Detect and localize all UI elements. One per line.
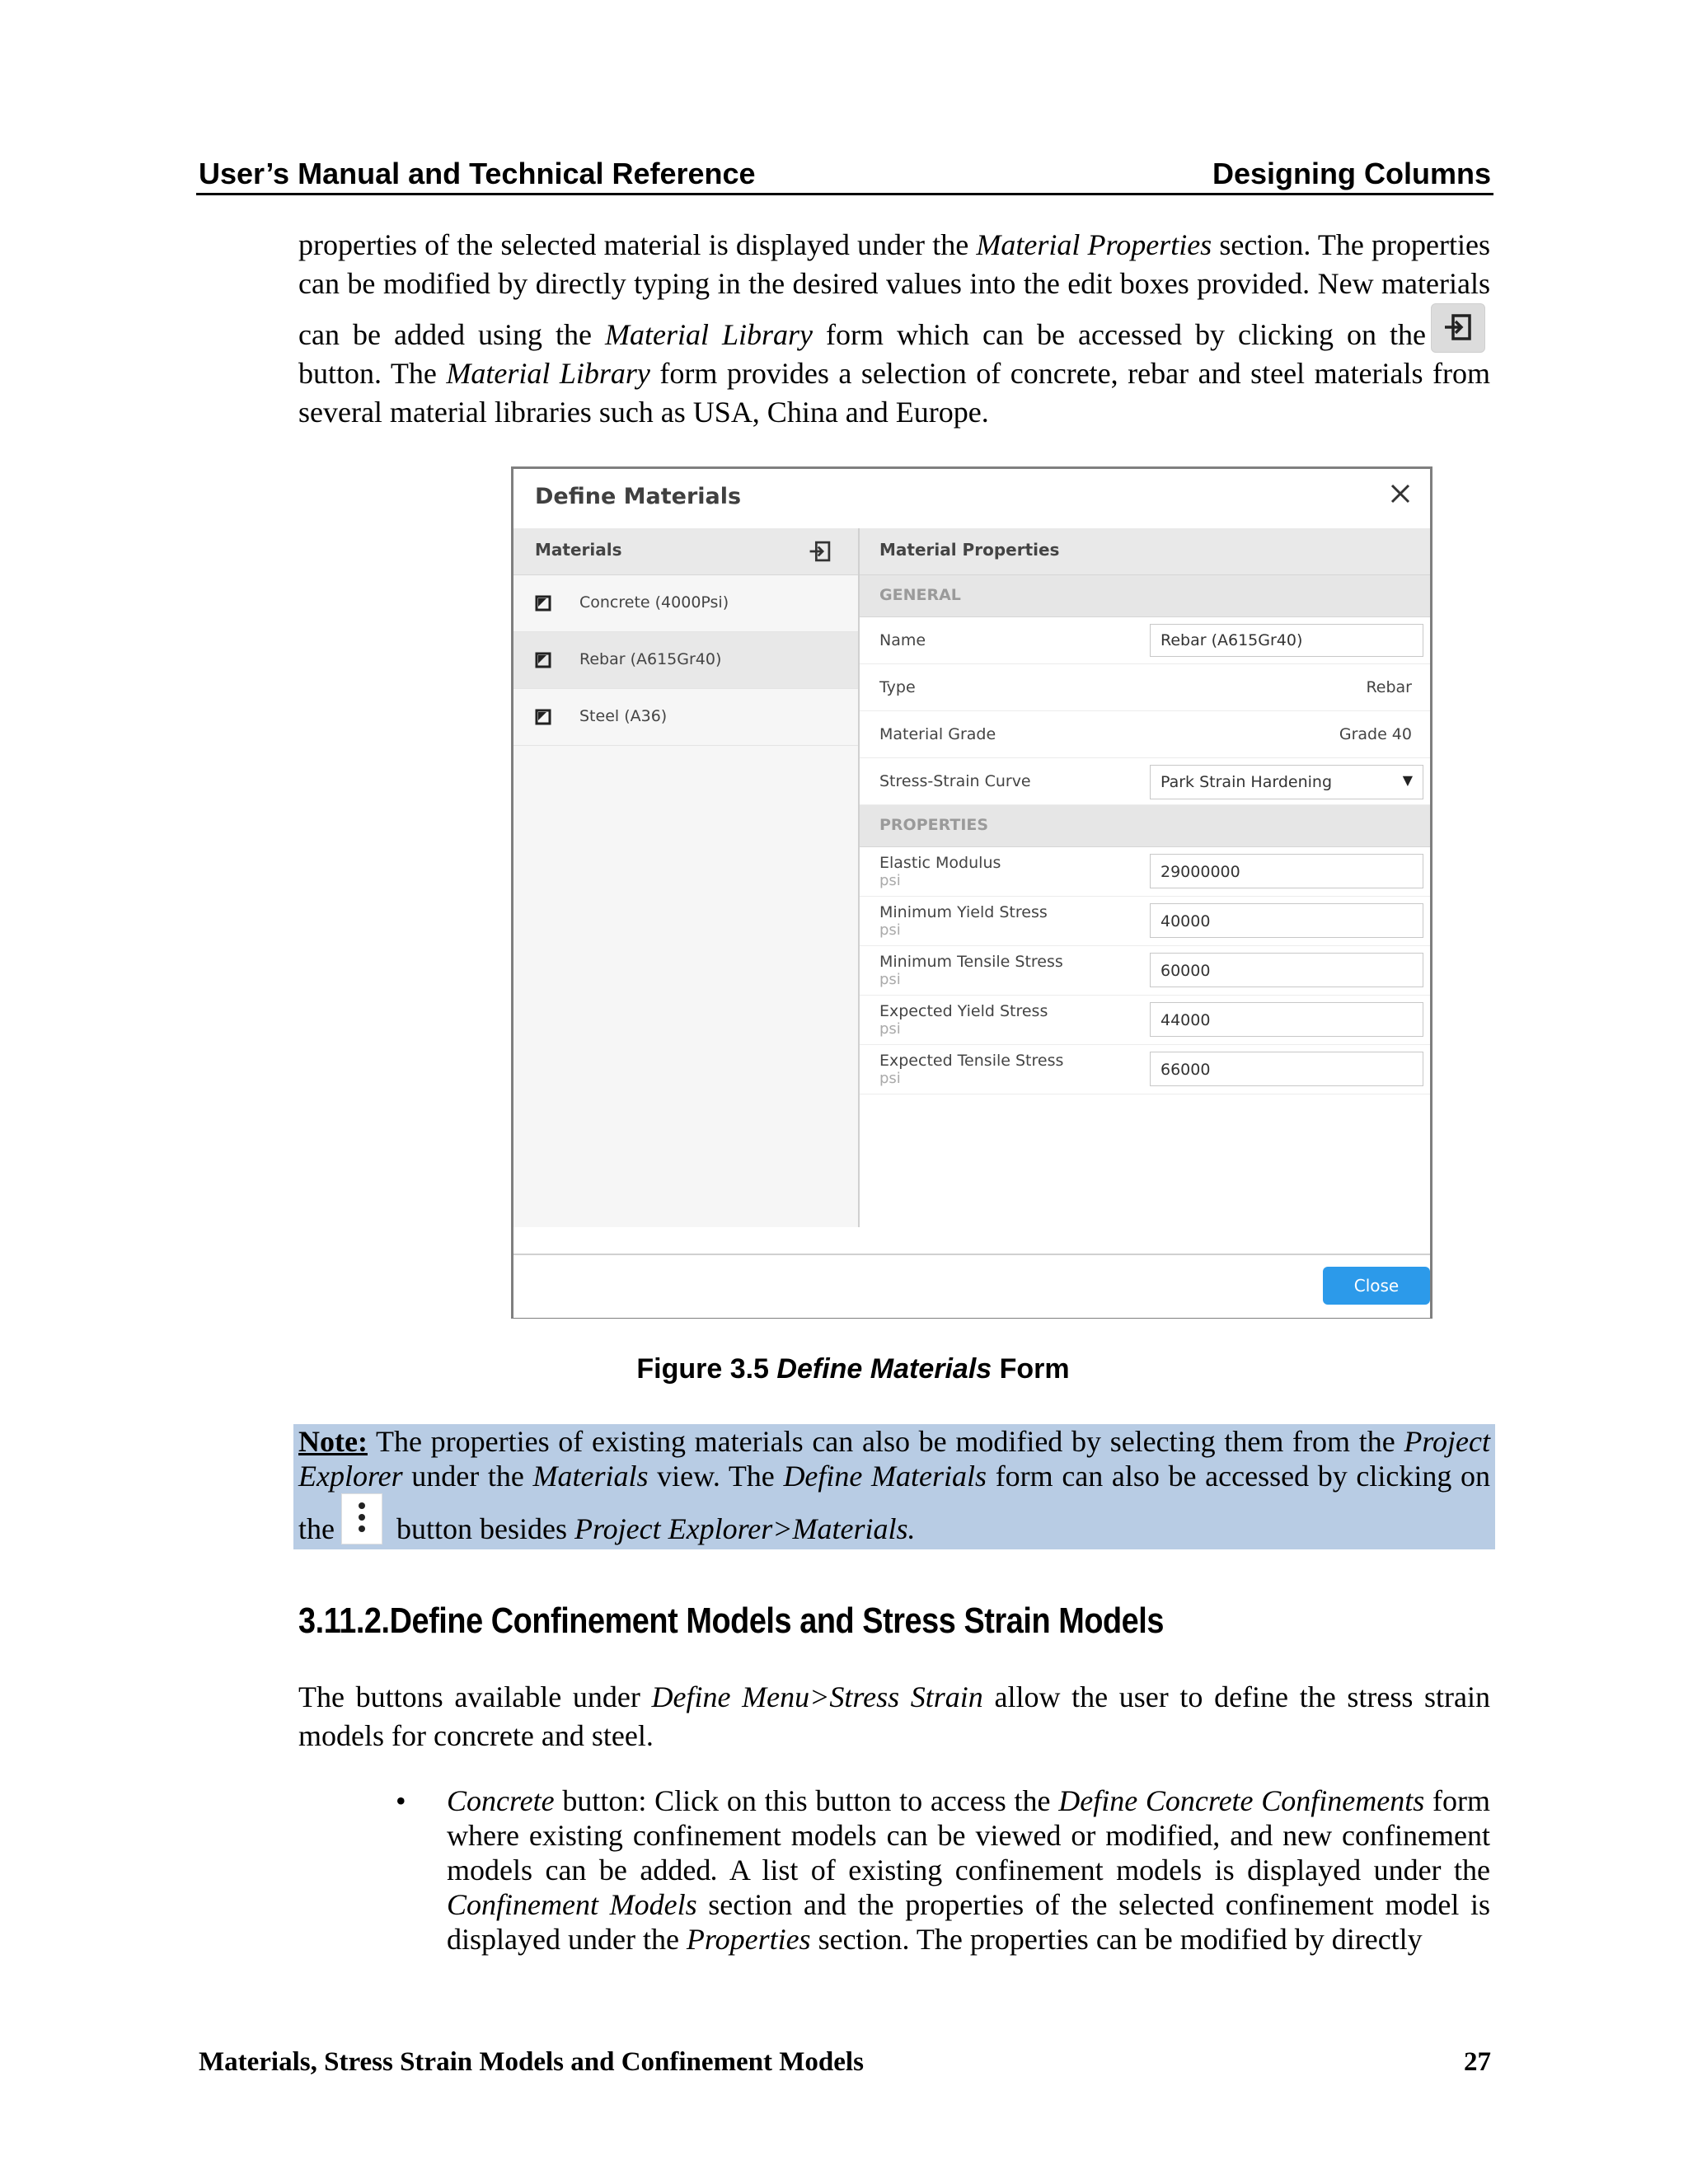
- close-icon[interactable]: [1386, 479, 1415, 509]
- general-section-label: GENERAL: [879, 586, 961, 604]
- dialog-title: Define Materials: [535, 484, 742, 509]
- property-input[interactable]: 44000: [1150, 1002, 1423, 1037]
- note-italic-2: Materials: [532, 1460, 649, 1493]
- material-library-button-image: [1431, 303, 1485, 353]
- caret-down-icon: ▼: [1402, 772, 1413, 788]
- properties-header-label: Material Properties: [879, 540, 1060, 560]
- bullet-italic-2: Define Concrete Confinements: [1058, 1784, 1425, 1817]
- property-row-expected-yield: [860, 996, 1430, 1045]
- property-row-min-yield: [860, 897, 1430, 946]
- note-italic-5: Project Explorer>Materials.: [574, 1512, 916, 1545]
- define-materials-dialog: [511, 466, 1432, 1319]
- material-library-icon[interactable]: [809, 540, 832, 566]
- bullet-text-3: A list of existing confinement models is displayed under the: [718, 1854, 1490, 1886]
- name-label: Name: [879, 631, 926, 649]
- intro-text-4: button. The: [298, 357, 447, 390]
- bullet-mark: •: [396, 1784, 406, 1817]
- material-icon: [535, 652, 551, 672]
- intro-text-1: properties of the selected material is displayed under the: [298, 228, 977, 261]
- properties-pane-header: [860, 528, 1430, 575]
- body2-italic-1: Define Menu>Stress Strain: [651, 1680, 983, 1713]
- caption-italic: Define Materials: [776, 1353, 992, 1385]
- type-row: [860, 664, 1430, 711]
- note-italic-3: Define Materials: [783, 1460, 987, 1493]
- name-input[interactable]: Rebar (A615Gr40): [1150, 624, 1423, 657]
- bullet-text-5: section. The properties can be modified by directly: [810, 1923, 1423, 1956]
- bullet-italic-1: Concrete: [447, 1784, 555, 1817]
- intro-text-5: form provides a selection of concrete, rebar and steel materials from several material libraries such as USA, China and Europe.: [298, 357, 1490, 429]
- property-label: Expected Tensile Stress: [879, 1052, 1064, 1070]
- curve-row: [860, 758, 1430, 805]
- property-row-min-tensile: [860, 946, 1430, 996]
- property-unit: psi: [879, 1020, 901, 1038]
- note-text-1: The properties of existing materials can also be modified by selecting them from the: [367, 1425, 1404, 1458]
- page-footer: [199, 2047, 1493, 2078]
- material-label: Concrete (4000Psi): [579, 593, 729, 612]
- intro-text-2: section. The properties can be modified by directly typing in the desired values into the edit boxes provided. New materials can be added using the: [298, 228, 1490, 351]
- intro-italic-1: Material Properties: [976, 228, 1212, 261]
- intro-paragraph: [298, 226, 1490, 432]
- materials-pane-header: [513, 528, 858, 575]
- property-label: Minimum Tensile Stress: [879, 953, 1063, 971]
- materials-pane: [513, 528, 860, 1227]
- import-icon: [1443, 312, 1473, 342]
- property-unit: psi: [879, 872, 901, 889]
- curve-label: Stress-Strain Curve: [879, 772, 1031, 790]
- property-input[interactable]: 66000: [1150, 1052, 1423, 1086]
- figure-caption: [0, 1353, 1688, 1385]
- property-label: Minimum Yield Stress: [879, 903, 1048, 921]
- properties-section: [860, 805, 1430, 847]
- note-box: [293, 1424, 1495, 1549]
- curve-select-value: Park Strain Hardening: [1160, 773, 1333, 791]
- material-properties-pane: [860, 528, 1430, 1227]
- section-heading: 3.11.2.Define Confinement Models and Stress Strain Models: [298, 1601, 1165, 1641]
- property-unit: psi: [879, 1070, 901, 1087]
- property-label: Elastic Modulus: [879, 854, 1001, 872]
- grade-value: Grade 40: [1339, 725, 1412, 743]
- intro-italic-2: Material Library: [605, 318, 814, 351]
- note-text: [298, 1424, 1490, 1546]
- note-text-4: form can also be accessed by clicking on the: [298, 1460, 1491, 1545]
- bullet-text-4: section and the properties of the selected confinement model is displayed under the: [447, 1888, 1490, 1956]
- bullet-italic-3: .: [710, 1854, 719, 1886]
- body2-text-2: allow the user to define the stress strain models for concrete and steel.: [298, 1680, 1490, 1752]
- property-row-elastic-modulus: [860, 847, 1430, 897]
- note-italic-1: Project Explorer: [298, 1425, 1490, 1493]
- material-item-concrete[interactable]: [513, 575, 858, 632]
- bullet-text-1: button: Click on this button to access the: [554, 1784, 1059, 1817]
- material-item-steel[interactable]: [513, 689, 858, 746]
- material-icon: [535, 595, 551, 615]
- page-number: 27: [1464, 2047, 1491, 2077]
- property-input[interactable]: 29000000: [1150, 854, 1423, 888]
- header-chapter: Designing Columns: [1212, 157, 1491, 190]
- type-label: Type: [879, 678, 916, 696]
- type-value: Rebar: [1366, 678, 1412, 696]
- footer-title: Materials, Stress Strain Models and Confinement Models: [199, 2047, 864, 2077]
- close-button[interactable]: Close: [1323, 1267, 1430, 1305]
- material-label: Rebar (A615Gr40): [579, 650, 722, 668]
- body-paragraph: [298, 1678, 1490, 1755]
- bullet-italic-4: Confinement Models: [447, 1888, 697, 1921]
- caption-suffix: Form: [992, 1353, 1070, 1385]
- running-header: [196, 157, 1493, 195]
- name-row: [860, 617, 1430, 664]
- property-label: Expected Yield Stress: [879, 1002, 1048, 1020]
- curve-select[interactable]: [1150, 765, 1423, 799]
- note-text-3: view. The: [648, 1460, 784, 1493]
- vertical-dots-icon: [342, 1494, 382, 1544]
- property-row-expected-tensile: [860, 1045, 1430, 1094]
- material-icon: [535, 709, 551, 729]
- header-title: User’s Manual and Technical Reference: [199, 157, 756, 190]
- property-unit: psi: [879, 921, 901, 939]
- material-label: Steel (A36): [579, 707, 668, 725]
- more-options-button-image: [341, 1493, 382, 1544]
- material-item-rebar[interactable]: [513, 632, 858, 689]
- intro-italic-3: Material Library: [446, 357, 650, 390]
- property-input[interactable]: 40000: [1150, 903, 1423, 938]
- property-unit: psi: [879, 971, 901, 988]
- bullet-italic-5: Properties: [686, 1923, 811, 1956]
- general-section: [860, 575, 1430, 617]
- materials-header-label: Materials: [535, 540, 622, 560]
- intro-text-3: form which can be accessed by clicking on the: [813, 318, 1426, 351]
- grade-row: [860, 711, 1430, 758]
- bullet-text-2: form where existing confinement models can be viewed or modified, and new confinement models can be added: [447, 1784, 1490, 1886]
- note-label: Note:: [298, 1425, 368, 1458]
- properties-section-label: PROPERTIES: [879, 816, 989, 834]
- caption-prefix: Figure 3.5: [636, 1353, 777, 1385]
- note-text-2: under the: [402, 1460, 533, 1493]
- property-input[interactable]: 60000: [1150, 953, 1423, 987]
- bullet-text: [447, 1783, 1490, 1957]
- grade-label: Material Grade: [879, 725, 996, 743]
- note-text-5: button besides: [388, 1512, 574, 1545]
- body2-text-1: The buttons available under: [298, 1680, 652, 1713]
- dialog-footer: [513, 1254, 1430, 1318]
